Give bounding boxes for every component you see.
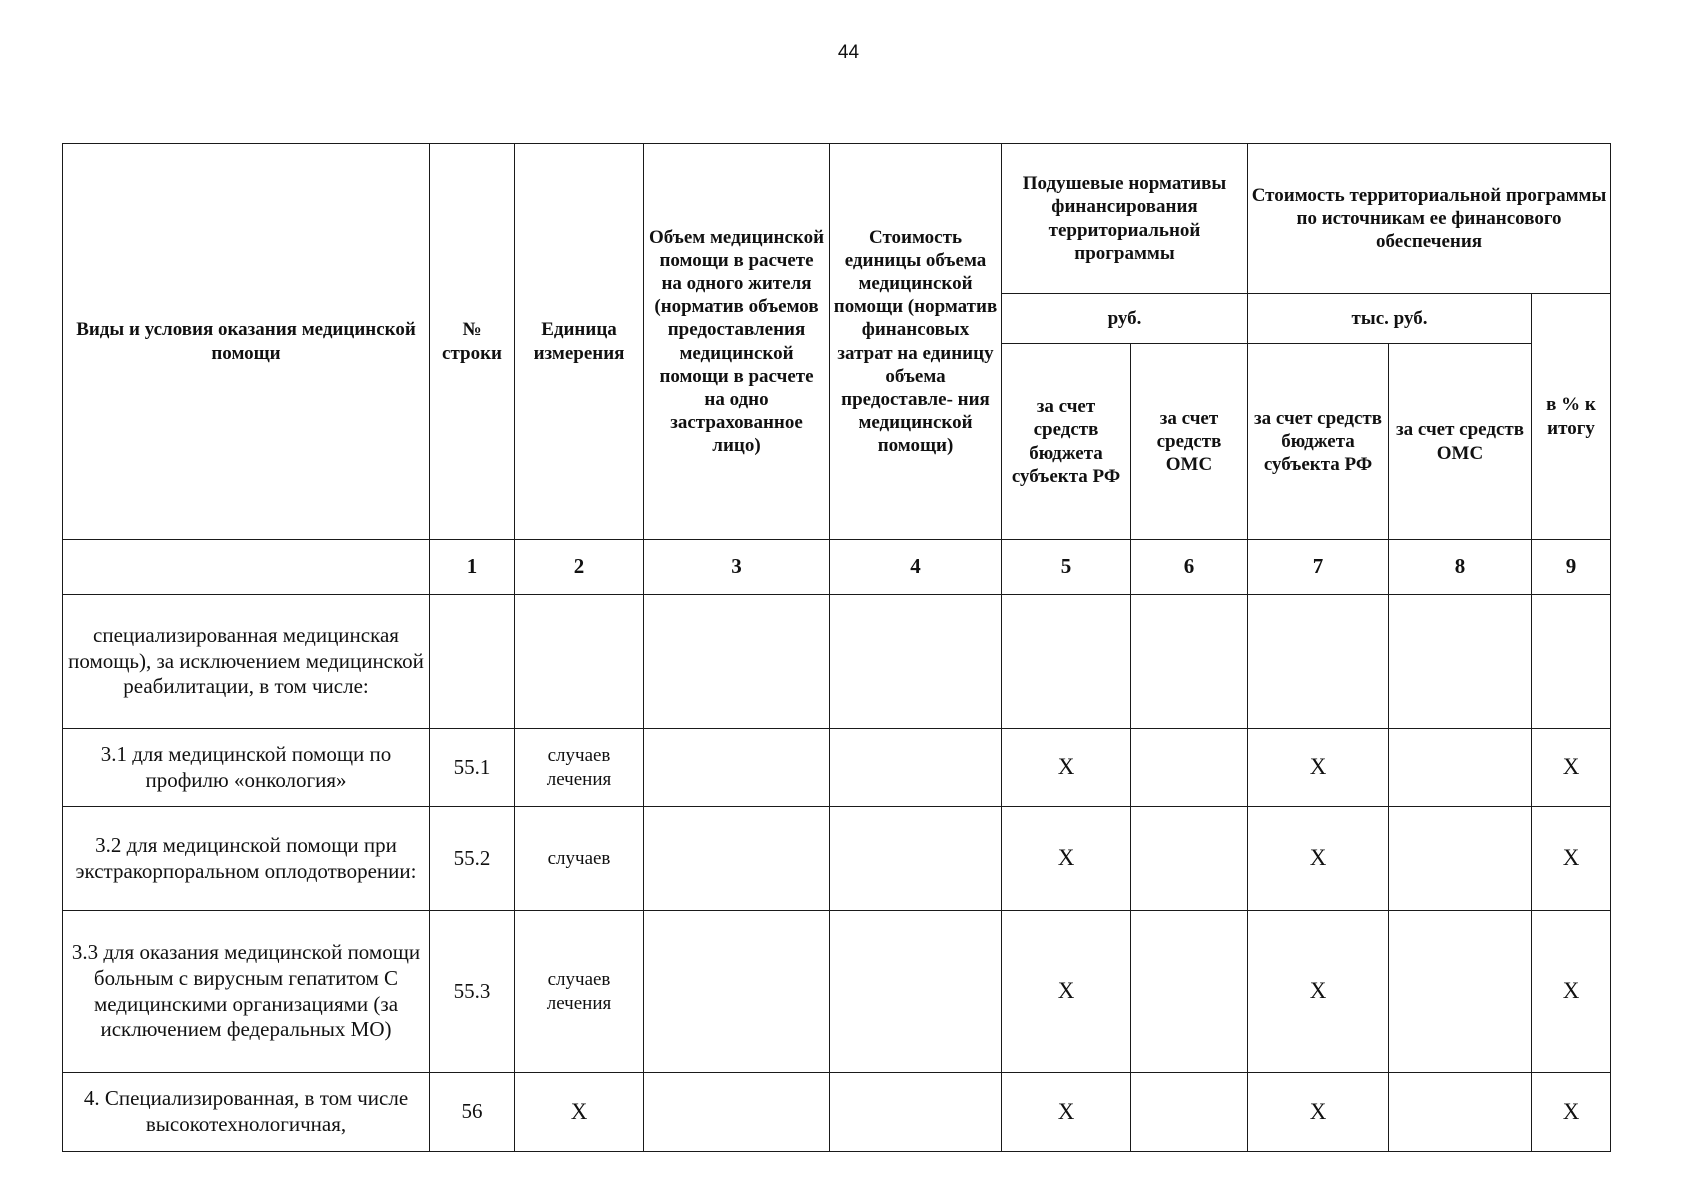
column-number-cell: 4 [830, 540, 1002, 595]
table-row [63, 729, 1611, 807]
table-header [63, 144, 1611, 540]
row-oms-rub [1131, 807, 1248, 911]
header-oms-thousand: за счет средств ОМС [1389, 344, 1532, 540]
column-number-cell [63, 540, 430, 595]
column-number-cell: 3 [644, 540, 830, 595]
row-volume [644, 595, 830, 729]
column-number-cell: 7 [1248, 540, 1389, 595]
header-budget-thousand: за счет средств бюджета субъекта РФ [1248, 344, 1389, 540]
row-budget-rub: X [1002, 911, 1131, 1073]
row-percent: X [1532, 807, 1611, 911]
row-budget-thousand: X [1248, 911, 1389, 1073]
row-budget-thousand: X [1248, 807, 1389, 911]
row-oms-thousand [1389, 911, 1532, 1073]
row-percent: X [1532, 911, 1611, 1073]
header-oms-rub: за счет средств ОМС [1131, 344, 1248, 540]
header-row-number: № строки [430, 144, 515, 540]
row-unit: случаев лечения [515, 729, 644, 807]
row-budget-thousand: X [1248, 1073, 1389, 1152]
row-number: 55.3 [430, 911, 515, 1073]
row-unit-cost [830, 729, 1002, 807]
header-per-capita-group: Подушевые нормативы финансирования территориальной программы [1002, 144, 1248, 294]
table-row [63, 807, 1611, 911]
row-number: 55.1 [430, 729, 515, 807]
row-name: 4. Специализированная, в том числе высокотехнологичная, [63, 1073, 430, 1152]
row-percent: X [1532, 1073, 1611, 1152]
row-unit: случаев лечения [515, 911, 644, 1073]
header-unit: Единица измерения [515, 144, 644, 540]
column-number-cell: 2 [515, 540, 644, 595]
row-name: 3.3 для оказания медицинской помощи больным с вирусным гепатитом С медицинскими организациями (за исключением федеральных МО) [63, 911, 430, 1073]
row-name: 3.1 для медицинской помощи по профилю «онкология» [63, 729, 430, 807]
header-types-of-care: Виды и условия оказания медицинской помощи [63, 144, 430, 540]
header-unit-cost: Стоимость единицы объема медицинской помощи (норматив финансовых затрат на единицу объема предоставле- ния медицинской помощи) [830, 144, 1002, 540]
row-unit-cost [830, 807, 1002, 911]
header-thousand-rub: тыс. руб. [1248, 294, 1532, 344]
row-oms-thousand [1389, 807, 1532, 911]
table-row [63, 911, 1611, 1073]
row-oms-thousand [1389, 1073, 1532, 1152]
row-oms-thousand [1389, 595, 1532, 729]
row-budget-rub [1002, 595, 1131, 729]
table-row [63, 1073, 1611, 1152]
row-oms-rub [1131, 729, 1248, 807]
row-oms-rub [1131, 595, 1248, 729]
row-budget-thousand [1248, 595, 1389, 729]
row-percent: X [1532, 729, 1611, 807]
column-number-cell: 8 [1389, 540, 1532, 595]
row-name: 3.2 для медицинской помощи при экстракорпоральном оплодотворении: [63, 807, 430, 911]
row-budget-thousand: X [1248, 729, 1389, 807]
column-number-cell: 5 [1002, 540, 1131, 595]
table-row [63, 595, 1611, 729]
page-number: 44 [837, 42, 860, 63]
row-percent [1532, 595, 1611, 729]
column-number-cell: 6 [1131, 540, 1248, 595]
header-rub: руб. [1002, 294, 1248, 344]
row-volume [644, 911, 830, 1073]
row-number [430, 595, 515, 729]
column-number-row [63, 540, 1611, 595]
column-number-cell: 1 [430, 540, 515, 595]
row-unit [515, 595, 644, 729]
row-number: 56 [430, 1073, 515, 1152]
column-number-cell: 9 [1532, 540, 1611, 595]
row-budget-rub: X [1002, 729, 1131, 807]
row-budget-rub: X [1002, 807, 1131, 911]
header-budget-rub: за счет средств бюджета субъекта РФ [1002, 344, 1131, 540]
row-oms-rub [1131, 911, 1248, 1073]
header-volume: Объем медицинской помощи в расчете на одного жителя (норматив объемов предоставления медицинской помощи в расчете на одно застрахованное лицо) [644, 144, 830, 540]
row-oms-thousand [1389, 729, 1532, 807]
row-unit-cost [830, 911, 1002, 1073]
row-volume [644, 1073, 830, 1152]
row-number: 55.2 [430, 807, 515, 911]
row-unit: случаев [515, 807, 644, 911]
financing-table [62, 143, 1611, 1152]
row-budget-rub: X [1002, 1073, 1131, 1152]
row-volume [644, 729, 830, 807]
header-program-cost-group: Стоимость территориальной программы по источникам ее финансового обеспечения [1248, 144, 1611, 294]
row-unit: X [515, 1073, 644, 1152]
row-oms-rub [1131, 1073, 1248, 1152]
header-percent-of-total: в % к итогу [1532, 294, 1611, 540]
row-name: специализированная медицинская помощь), за исключением медицинской реабилитации, в том числе: [63, 595, 430, 729]
row-unit-cost [830, 595, 1002, 729]
row-unit-cost [830, 1073, 1002, 1152]
row-volume [644, 807, 830, 911]
